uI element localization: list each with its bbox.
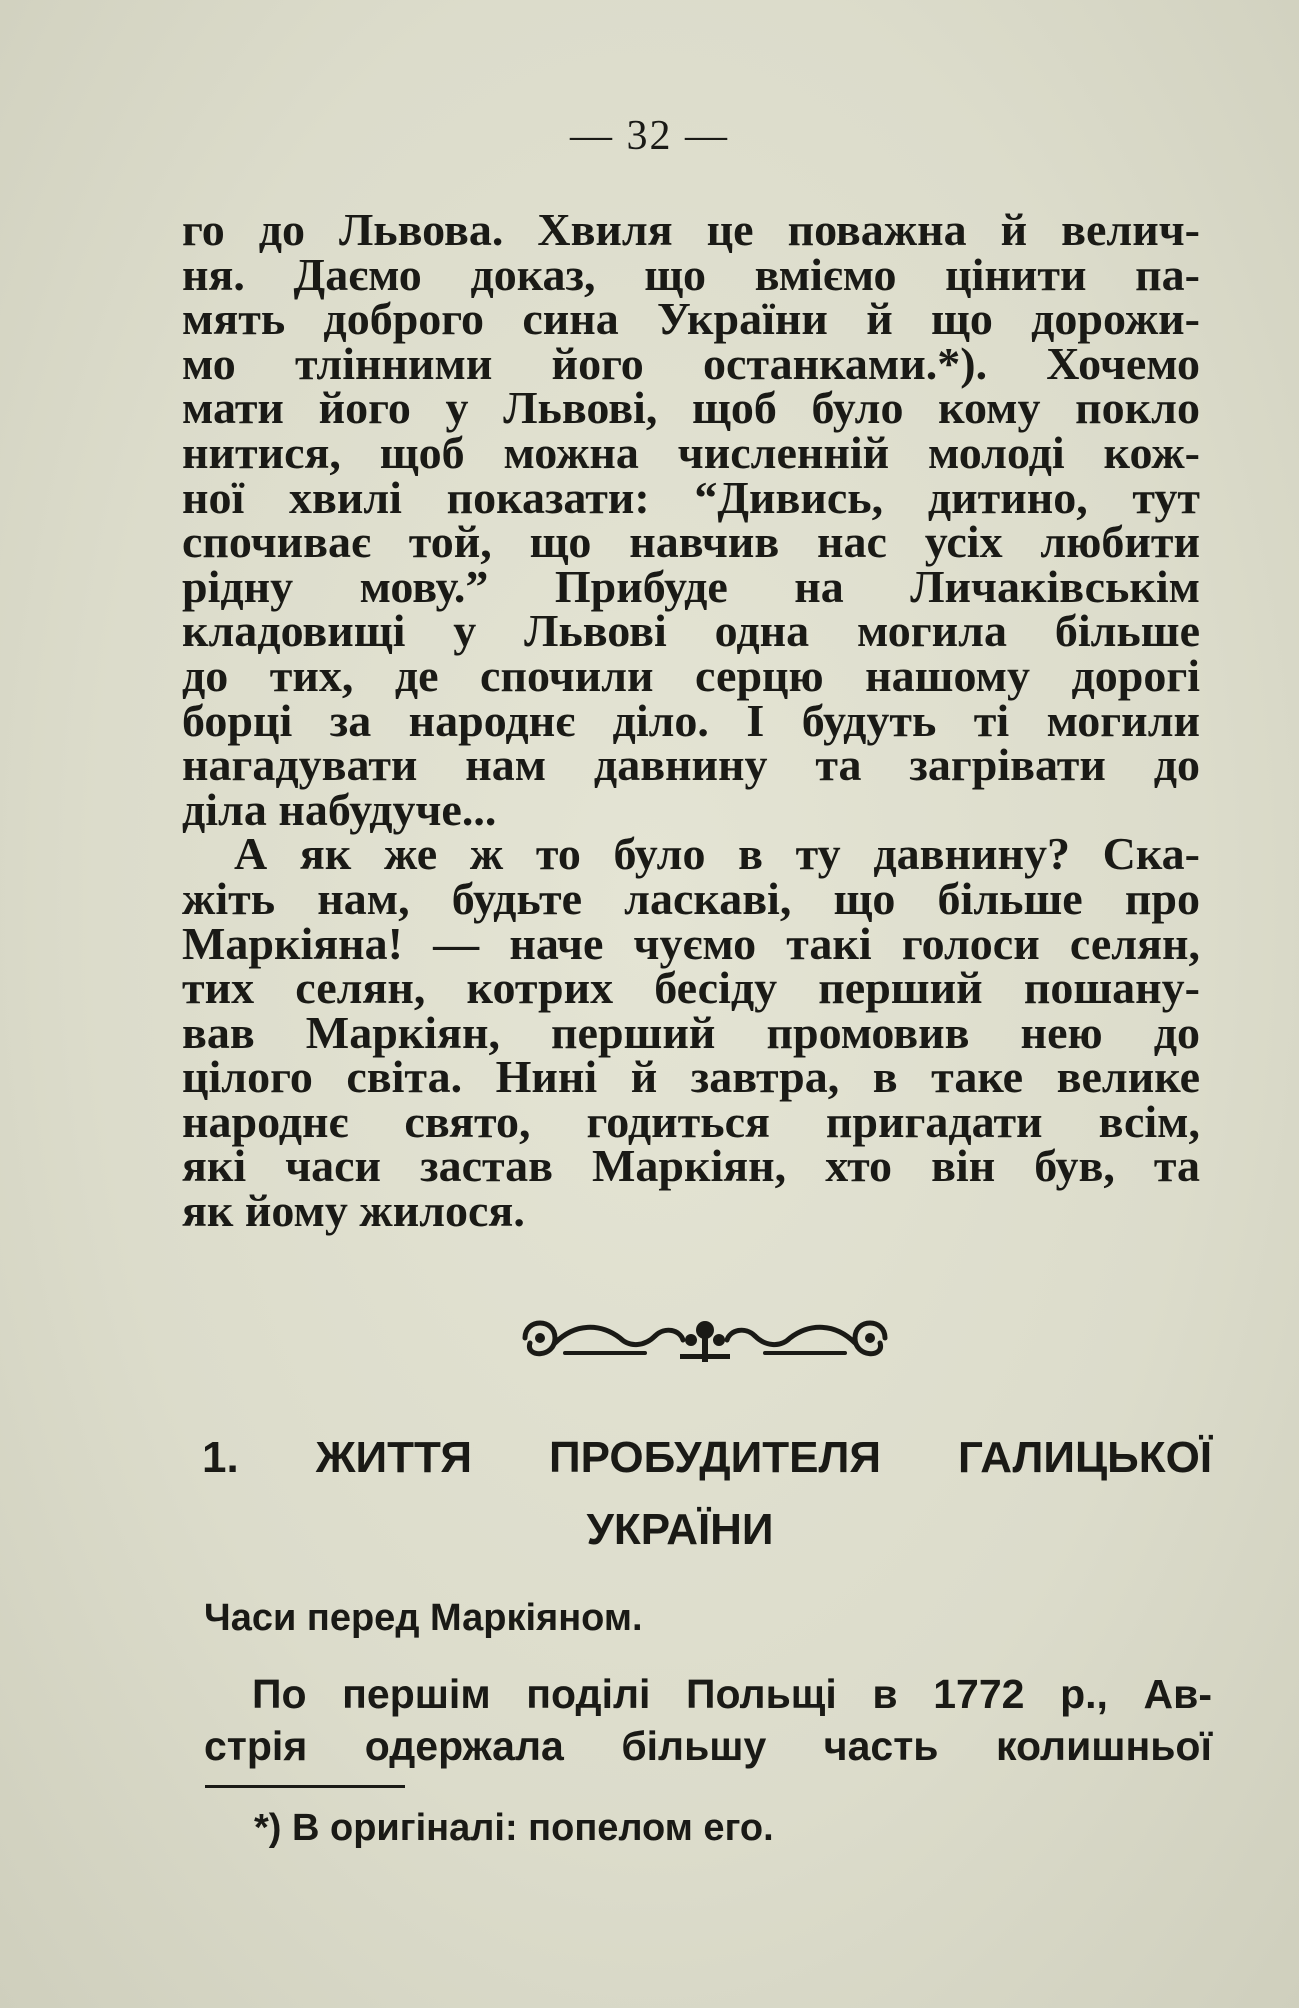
text-line: діла набудуче... — [182, 783, 497, 835]
text-line: тих селян, котрих бесіду перший пошану- — [182, 962, 1200, 1014]
text-line: Маркіяна! — наче чуємо такі голоси селян, — [182, 917, 1200, 969]
text-line: стрія одержала більшу часть колишньої — [204, 1723, 1212, 1769]
footnote-divider — [205, 1785, 405, 1788]
text-line: як йому жилося. — [182, 1185, 525, 1237]
section-heading: Часи перед Маркіяном. — [204, 1597, 643, 1639]
chapter-heading-line1: 1. ЖИТТЯ ПРОБУДИТЕЛЯ ГАЛИЦЬКОЇ — [202, 1433, 1212, 1482]
text-line: нитися, щоб можна численній молоді кож- — [182, 426, 1200, 478]
ornament-divider-icon — [505, 1308, 905, 1368]
text-line: го до Львова. Хвиля це поважна й велич- — [182, 204, 1200, 255]
text-line: спочиває той, що навчив нас усіх любити — [182, 516, 1200, 568]
page-number: — 32 — — [570, 113, 729, 159]
paragraph-3 — [204, 1668, 1212, 1772]
footnote: *) В оригіналі: попелом его. — [254, 1807, 774, 1849]
text-line: мять доброго сина України й що дорожи- — [182, 293, 1200, 345]
paragraph-1 — [182, 204, 1200, 1237]
text-line: народнє свято, годиться пригадати всім, — [182, 1095, 1200, 1147]
text-line: жіть нам, будьте ласкаві, що більше про — [182, 872, 1200, 924]
text-line: цілого світа. Нині й завтра, в таке велике — [182, 1051, 1200, 1103]
text-line: А як же ж то було в ту давнину? Ска- — [234, 828, 1200, 880]
text-line: мати його у Львові, щоб було кому покло — [182, 382, 1200, 434]
text-line: ної хвилі показати: “Дивись, дитино, тут — [182, 471, 1200, 523]
text-line: які часи застав Маркіян, хто він був, та — [182, 1140, 1200, 1192]
chapter-heading-line2: УКРАЇНИ — [586, 1505, 774, 1554]
text-line: нагадувати нам давнину та загрівати до — [182, 739, 1200, 791]
text-line: до тих, де спочили серцю нашому дорогі — [182, 649, 1200, 701]
text-line: вав Маркіян, перший промовив нею до — [182, 1006, 1200, 1058]
text-line: ня. Даємо доказ, що вміємо цінити па- — [182, 248, 1200, 300]
text-line: рідну мову.” Прибуде на Личаківськім — [182, 560, 1200, 612]
text-line: По першім поділі Польщі в 1772 р., Ав- — [252, 1671, 1212, 1717]
text-line: борці за народнє діло. І будуть ті могили — [182, 694, 1200, 746]
text-line: кладовищі у Львові одна могила більше — [182, 605, 1200, 657]
text-line: мо тлінними його останками.*). Хочемо — [182, 337, 1200, 389]
